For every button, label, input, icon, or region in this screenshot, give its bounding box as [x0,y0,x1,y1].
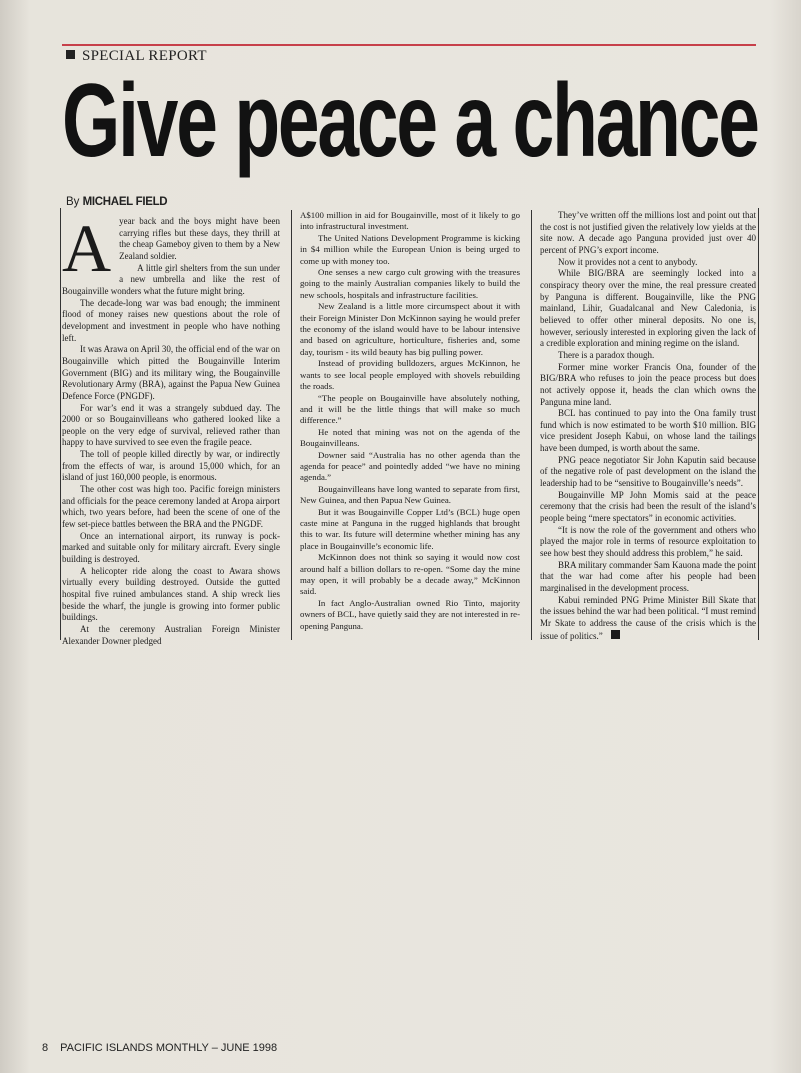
paragraph: Bougainvilleans have long wanted to separate from first, New Guinea, and then Papua New Guinea. [300,483,520,506]
paragraph: Bougainville MP John Momis said at the peace ceremony that the crisis had been the result of the island’s people being “mere spectators” in economic activities. [540,489,756,524]
column-1 [62,210,280,647]
paragraph: Former mine worker Francis Ona, founder of the BIG/BRA who refuses to join the peace process but does not actively oppose it, heads the clan which owns the Panguna mine land. [540,361,756,407]
column-frame-left [60,208,61,640]
paragraph: The other cost was high too. Pacific foreign ministers and officials for the peace ceremony landed at Aropa airport which, two years before, had been the scene of one of the few set-piece battles between the BRA and the PNGDF. [62,484,280,530]
section-label: SPECIAL REPORT [82,48,207,64]
paragraph: A little girl shelters from the sun under a new umbrella and like the rest of Bougainville wonders what the future might bring. [62,262,280,296]
paragraph: He noted that mining was not on the agenda of the Bougainvilleans. [300,426,520,449]
byline-author: MICHAEL FIELD [82,196,168,208]
paragraph: Instead of providing bulldozers, argues McKinnon, he wants to see local people employed with shovels rebuilding the roads. [300,358,520,392]
paragraph: While BIG/BRA are seemingly locked into a conspiracy theory over the mine, the real pressure created by Panguna is different. Bougainville, like the PNG mainland, Lihir, Guadalcanal and New Caledonia, is believed to offer other mineral deposits. No one is, however, seriously interested in exploring given the lack of a credible exploration and mining regime on the island. [540,268,756,349]
paragraph: McKinnon does not think so saying it would now cost around half a billion dollars to re-open. “Some day the mine may open, it will probably be a decade away,” McKinnon said. [300,552,520,597]
paragraph: One senses a new cargo cult growing with the treasures going to the mainly Australian companies likely to build the new schools, hospitals and infrastructure facilities. [300,267,520,300]
column-3 [540,210,756,642]
byline-prefix: By [66,196,80,208]
paragraph: For war’s end it was a strangely subdued day. The 2000 or so Bougainvilleans who gathered looked like a people on the very edge of survival, relieved rather than happy to have survived to see even the fragile peace. [62,402,280,448]
paragraph: BCL has continued to pay into the Ona family trust fund which is now estimated to be worth $10 million. BIG vice president Joseph Kabui, on whose land the tailings have been dumped, is worth about the same. [540,408,756,454]
square-bullet-icon [66,50,75,59]
top-rule [62,44,756,46]
paragraph: Once an international airport, its runway is pock-marked and suitable only for military aircraft. Every single building is destroyed. [62,530,280,565]
drop-cap: A [62,210,112,286]
paragraph: Downer said “Australia has no other agenda than the agenda for peace” and pointedly added “we have no mining agenda.” [300,449,520,483]
paragraph: It was Arawa on April 30, the official end of the war on Bougainville which pitted the Bougainville Interim Government (BIG) and its military wing, the Bougainville Revolutionary Army (BRA), against the Papua New Guinea Defence Force (PNGDF). [62,344,280,401]
paragraph: PNG peace negotiator Sir John Kaputin said because of the negative role of past development on the island the leadership had to be “sensitive to Bougainville’s needs”. [540,454,756,489]
paragraph: Ayear back and the boys might have been carrying rifles but these days, they thrill at the cheap Gameboy given to them by a New Zealand soldier. [62,210,280,286]
paragraph: At the ceremony Australian Foreign Minister Alexander Downer pledged [62,623,280,646]
end-mark-icon [611,630,620,639]
paragraph: New Zealand is a little more circumspect about it with their Foreign Minister Don McKinnon saying he would prefer the economy of the island would have to be labour intensive and based on agriculture, horticulture, fisheries and, some day, tourism - its wild beauty has big pulling power. [300,301,520,357]
column-frame-right [758,208,759,640]
paragraph: In fact Anglo-Australian owned Rio Tinto, majority owners of BCL, have quietly said they are not interested in re-opening Panguna. [300,597,520,631]
paragraph: A helicopter ride along the coast to Awara shows virtually every building destroyed. Outside the gutted hospital five ruined ambulances stand. A ship wreck lies beside the wharf, the jungle is growing into former public buildings. [62,565,280,623]
column-2 [300,210,520,632]
paragraph: A$100 million in aid for Bougainville, most of it likely to go into infrastructural investment. [300,210,520,232]
paragraph: The United Nations Development Programme is kicking in $4 million while the European Union is being urged to come up with money too. [300,232,520,266]
headline: Give peace a chance [62,63,758,179]
paragraph: Kabui reminded PNG Prime Minister Bill Skate that the issues behind the war had been political. “I must remind Mr Skate to address the cause of the crisis which is the issue of politics.” [540,594,756,641]
byline [66,196,167,208]
page-footer [42,1042,277,1054]
article-body [62,210,758,646]
paragraph: There is a paradox though. [558,349,655,360]
paragraph: “The people on Bougainville have absolutely nothing, and it will be the little things that will make so much difference.” [300,392,520,426]
paragraph: “It is now the role of the government and others who played the major role in terms of resource exploitation to see how best they should address this problem,” he said. [540,524,756,559]
paragraph: They’ve written off the millions lost and point out that the cost is not justified given the relatively low yields at the site now. A decade ago Panguna provided just over 40 percent of PNG’s export income. [540,210,756,255]
paragraph: The toll of people killed directly by war, or indirectly from the effects of war, is around 15,000 which, for an island of just 160,000 people, is enormous. [62,449,280,483]
paragraph: Now it provides not a cent to anybody. [558,256,698,267]
paragraph: But it was Bougainville Copper Ltd’s (BCL) huge open caste mine at Panguna in the rugged highlands that brought this to war. Its future will determine whether mining has any place in Bougainville’s economic life. [300,506,520,551]
publication-line: PACIFIC ISLANDS MONTHLY – JUNE 1998 [60,1042,278,1054]
page-number: 8 [42,1042,49,1054]
paragraph: The decade-long war was bad enough; the imminent flood of money raises new questions about the role of development and investment in people who have nothing left. [62,297,280,343]
paragraph: BRA military commander Sam Kauona made the point that the war had come after his people had been marginalised in the development process. [540,559,756,593]
